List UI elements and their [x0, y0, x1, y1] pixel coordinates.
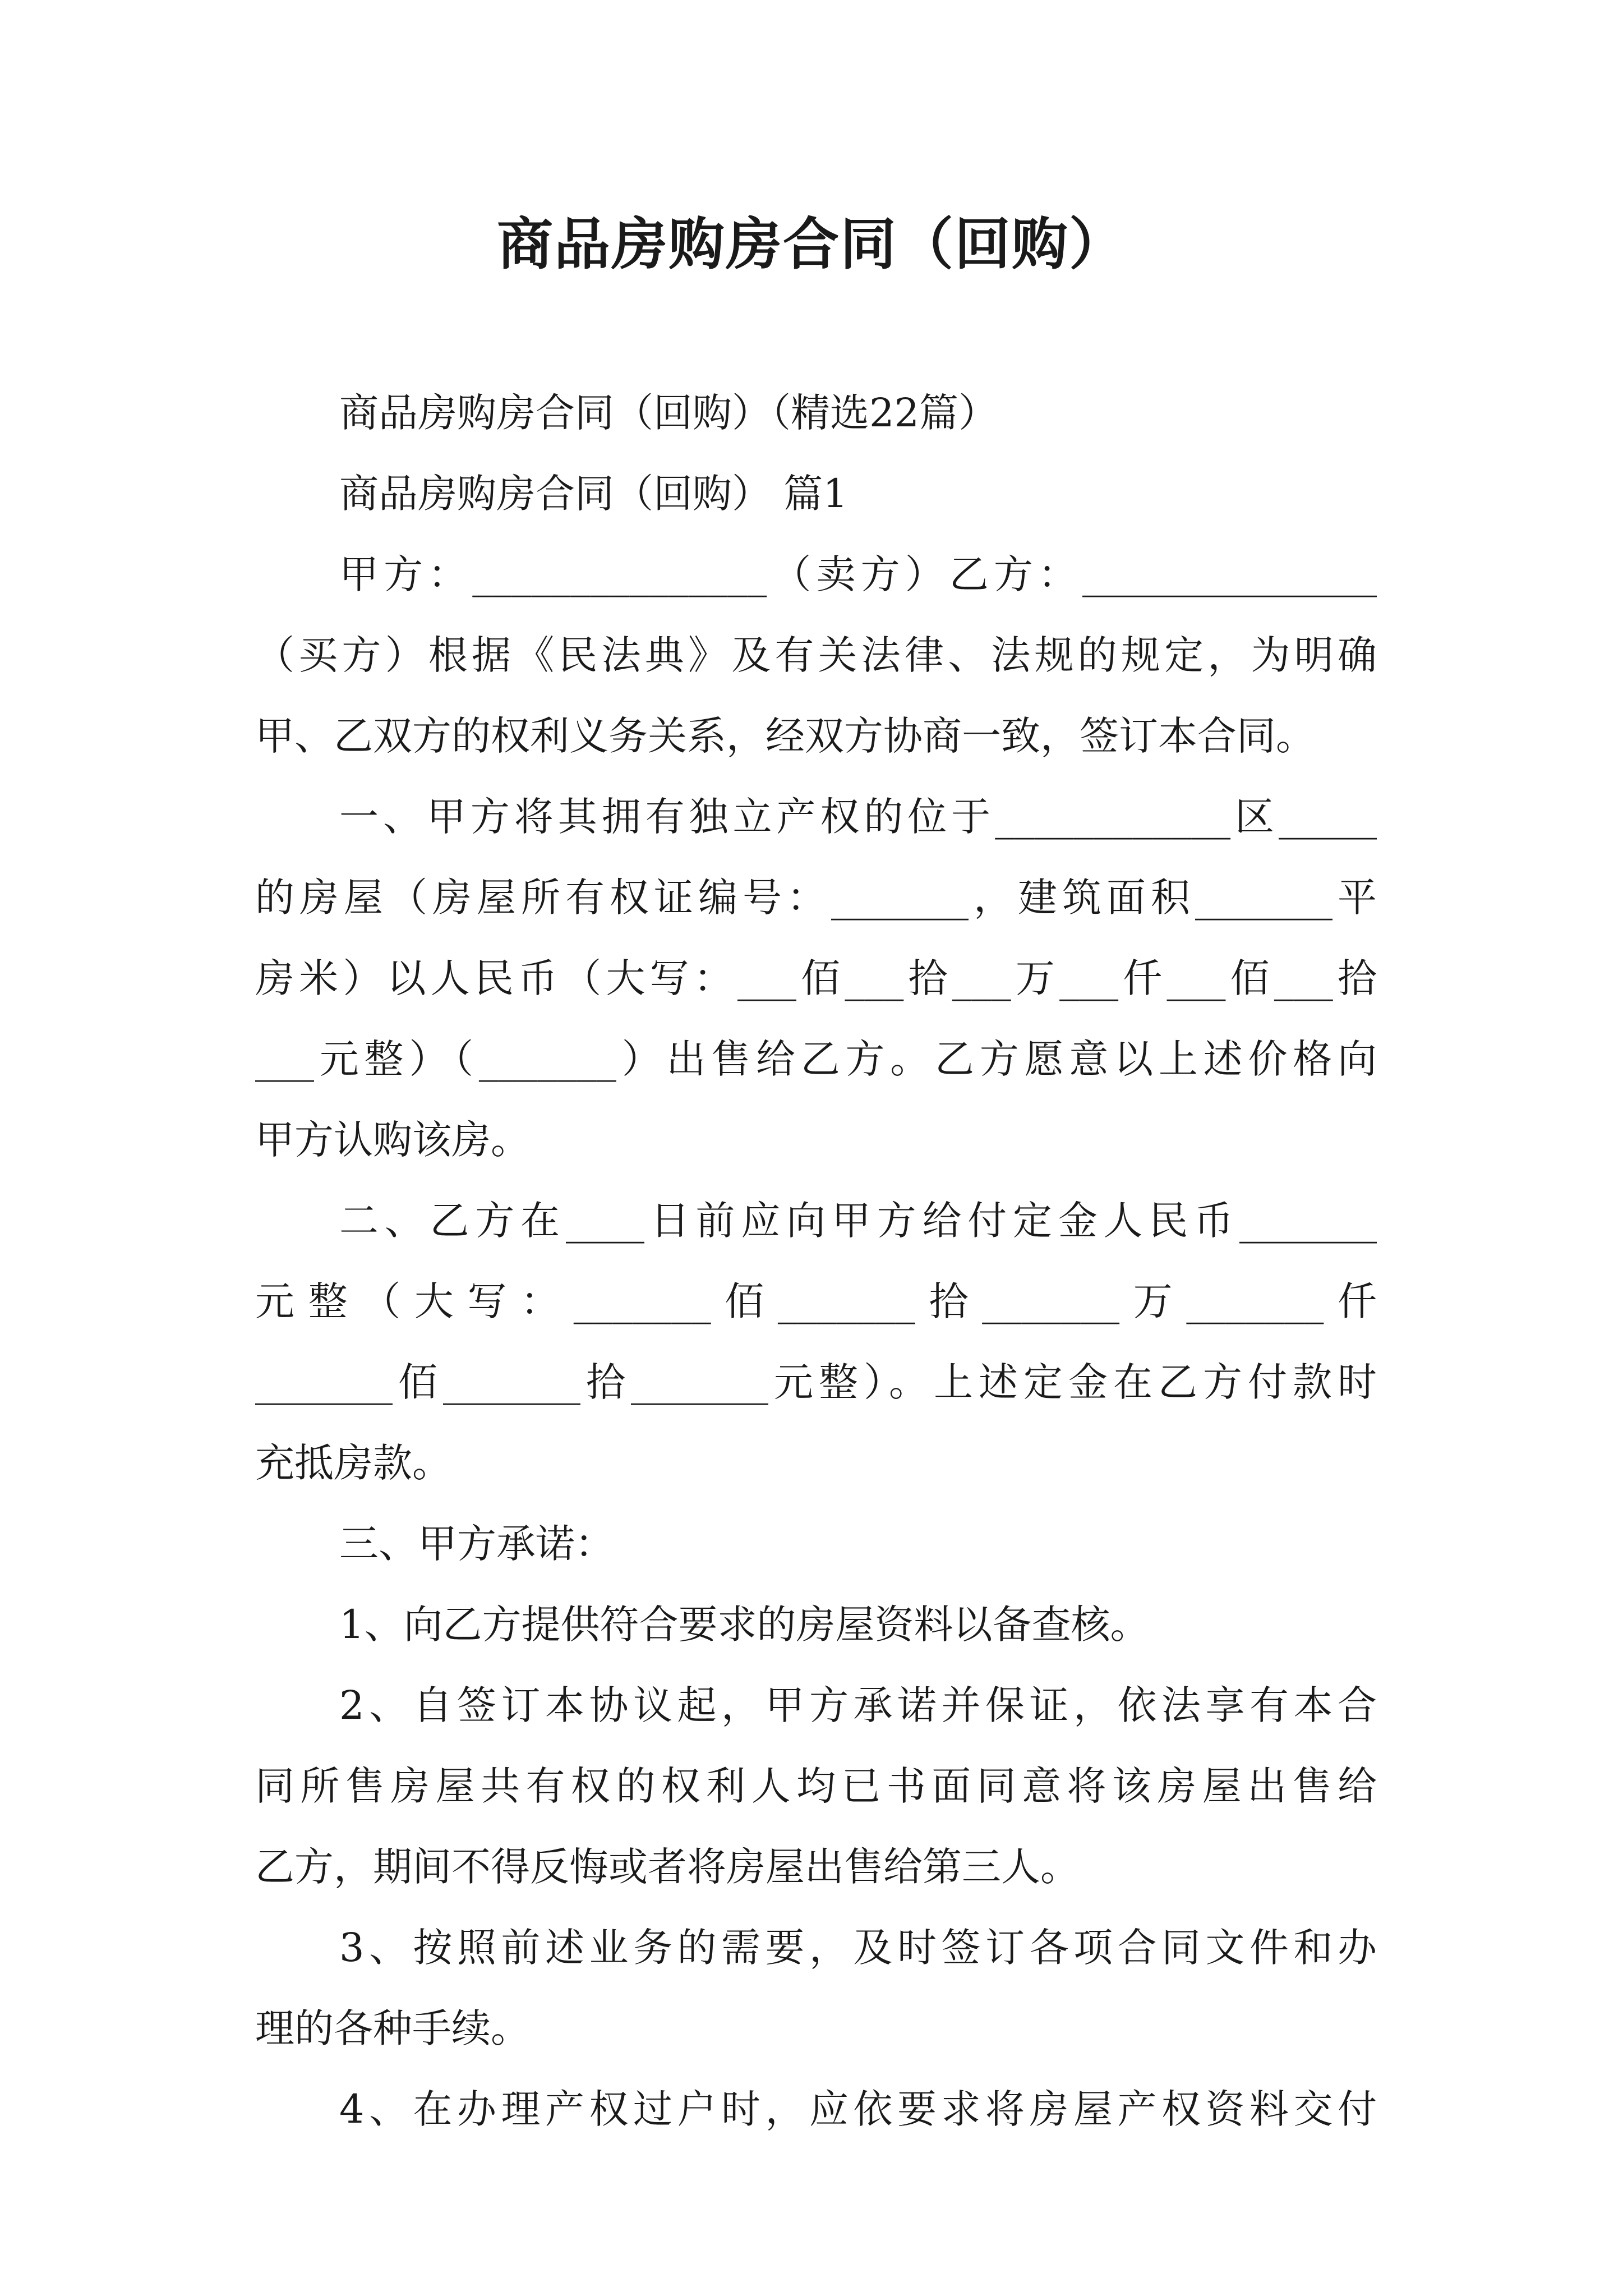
paragraph-line: _______佰_______拾_______元整）。上述定金在乙方付款时 [255, 1359, 1377, 1405]
paragraph-line: （买方）根据《民法典》及有关法律、法规的规定，为明确 [255, 632, 1377, 678]
paragraph-line: 理的各种手续。 [255, 2005, 530, 2051]
paragraph-line: 2、自签订本协议起，甲方承诺并保证，依法享有本合 [339, 1682, 1377, 1728]
paragraph-line: 甲、乙双方的权利义务关系，经双方协商一致，签订本合同。 [255, 713, 1315, 759]
paragraph-line: 二、乙方在____日前应向甲方给付定金人民币_______ [339, 1198, 1377, 1244]
document-body [255, 372, 1377, 2150]
paragraph-line: 三、甲方承诺： [339, 1521, 614, 1567]
paragraph-line: 乙方，期间不得反悔或者将房屋出售给第三人。 [255, 1844, 1080, 1890]
paragraph-line: 3、按照前述业务的需要，及时签订各项合同文件和办 [339, 1925, 1377, 1971]
paragraph-line: 4、在办理产权过户时，应依要求将房屋产权资料交付 [339, 2086, 1377, 2132]
paragraph-line: 元整（大写：_______佰_______拾_______万_______仟 [255, 1278, 1377, 1324]
subtitle-line: 商品房购房合同（回购）（精选22篇） [339, 390, 998, 436]
document-title: 商品房购房合同（回购） [497, 211, 1126, 277]
section-heading-line: 商品房购房合同（回购） 篇1 [339, 471, 848, 517]
paragraph-line: 房米）以人民币（大写：___佰___拾___万___仟___佰___拾 [255, 955, 1377, 1001]
paragraph-line: 充抵房款。 [255, 1440, 451, 1486]
paragraph-line: 一、甲方将其拥有独立产权的位于____________区_____ [339, 794, 1377, 840]
paragraph-line: 甲方：_______________（卖方）乙方：_______________ [339, 551, 1377, 597]
paragraph-line: 1、向乙方提供符合要求的房屋资料以备查核。 [339, 1602, 1150, 1648]
paragraph-line: 甲方认购该房。 [255, 1117, 530, 1163]
paragraph-line: ___元整）（_______）出售给乙方。乙方愿意以上述价格向 [255, 1036, 1377, 1082]
paragraph-line: 同所售房屋共有权的权利人均已书面同意将该房屋出售给 [255, 1763, 1377, 1809]
paragraph-line: 的房屋（房屋所有权证编号：_______，建筑面积_______平 [255, 875, 1377, 921]
